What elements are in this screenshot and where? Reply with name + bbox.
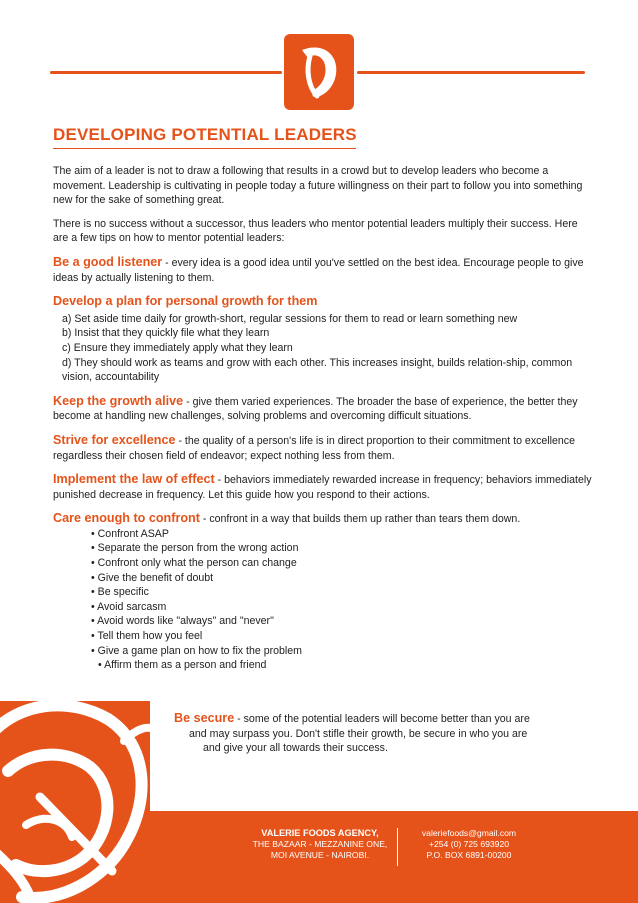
po-box: P.O. BOX 6891-00200 <box>426 850 512 860</box>
bullet-item: • Tell them how you feel <box>91 630 203 643</box>
agency-name: VALERIE FOODS AGENCY, <box>261 828 379 838</box>
growth-plan-list <box>53 312 593 385</box>
footer-address <box>250 828 390 861</box>
tip-section <box>53 294 593 385</box>
tip-text: - some of the potential leaders will become better than you are <box>234 713 530 725</box>
bullet-item: • Be specific <box>91 586 149 599</box>
bullet-item: • Give the benefit of doubt <box>91 571 214 584</box>
footer-bar <box>150 811 638 903</box>
decorative-logo-watermark-icon <box>0 701 150 903</box>
tip-text: - the quality of a person's life is in direct proportion to their commitment to excellence regardless their chosen field of endeavor; expect nothing less from them. <box>53 434 575 462</box>
brand-logo-icon <box>284 34 354 110</box>
tip-heading: Care enough to confront <box>53 511 200 526</box>
address-line: THE BAZAAR - MEZZANINE ONE, <box>252 839 388 849</box>
tip-heading: Strive for excellence <box>53 432 176 447</box>
phone-number: +254 (0) 725 693920 <box>428 839 510 849</box>
list-item: d) They should work as teams and grow with each other. This increases insight, builds relation-ship, common vision, accountability <box>62 356 573 384</box>
bullet-item: • Separate the person from the wrong action <box>91 542 299 555</box>
tip-text-continued: and may surpass you. Don't stifle their growth, be secure in who you are <box>189 727 528 740</box>
tip-section-secure <box>174 711 584 756</box>
bullet-item: • Avoid words like "always" and "never" <box>91 615 274 628</box>
tip-heading: Be secure <box>174 711 235 725</box>
tip-text: - give them varied experiences. The broader the base of experience, the better they become at handling new challenges, solving problems and overcoming difficult situations. <box>53 395 578 423</box>
tip-heading: Implement the law of effect <box>53 472 215 487</box>
tip-heading: Keep the growth alive <box>53 393 184 408</box>
tip-text: - every idea is a good idea until you've settled on the best idea. Encourage people to give ideas by actually listening to them. <box>53 256 584 284</box>
tip-section <box>53 255 593 285</box>
list-item: b) Insist that they quickly file what they learn <box>62 327 270 340</box>
tip-text: - behaviors immediately rewarded increase in frequency; behaviors immediately punished decrease in frequency. Let this guide how you respond to their actions. <box>53 474 592 501</box>
page-title: DEVELOPING POTENTIAL LEADERS <box>53 125 356 149</box>
list-item: a) Set aside time daily for growth-short, regular sessions for them to read or learn something new <box>62 312 518 325</box>
tip-section <box>53 433 593 463</box>
tip-section <box>53 472 593 502</box>
tip-section <box>53 394 593 424</box>
bullet-item: • Confront ASAP <box>91 527 169 540</box>
intro-paragraph: There is no success without a successor, thus leaders who mentor potential leaders multiply their success. Here are a few tips on how to mentor potential leaders: <box>53 217 578 245</box>
footer-contact <box>404 828 534 861</box>
confront-tips-list <box>53 527 593 673</box>
address-line: MOI AVENUE - NAIROBI. <box>270 850 370 860</box>
header-rule-left <box>50 71 282 74</box>
bullet-item: • Affirm them as a person and friend <box>98 659 267 672</box>
header-rule-right <box>357 71 585 74</box>
bullet-item: • Avoid sarcasm <box>91 600 167 613</box>
footer-divider <box>397 828 398 866</box>
bullet-item: • Confront only what the person can change <box>91 557 297 570</box>
list-item: c) Ensure they immediately apply what they learn <box>62 341 293 354</box>
tip-text-continued: and give your all towards their success. <box>203 742 388 755</box>
intro-paragraph: The aim of a leader is not to draw a following that results in a crowd but to develop leaders who become a movement. Leadership is cultivating in people today a future willingness on their part to follow you into something new for the sake of something great. <box>53 165 583 207</box>
article-body <box>53 164 593 682</box>
tip-heading: Be a good listener <box>53 254 163 269</box>
email-link[interactable]: valeriefoods@gmail.com <box>421 828 517 838</box>
bullet-item: • Give a game plan on how to fix the problem <box>91 644 302 657</box>
tip-text: - confront in a way that builds them up rather than tears them down. <box>199 513 521 526</box>
tip-section <box>53 511 593 673</box>
tip-heading: Develop a plan for personal growth for them <box>53 294 318 309</box>
